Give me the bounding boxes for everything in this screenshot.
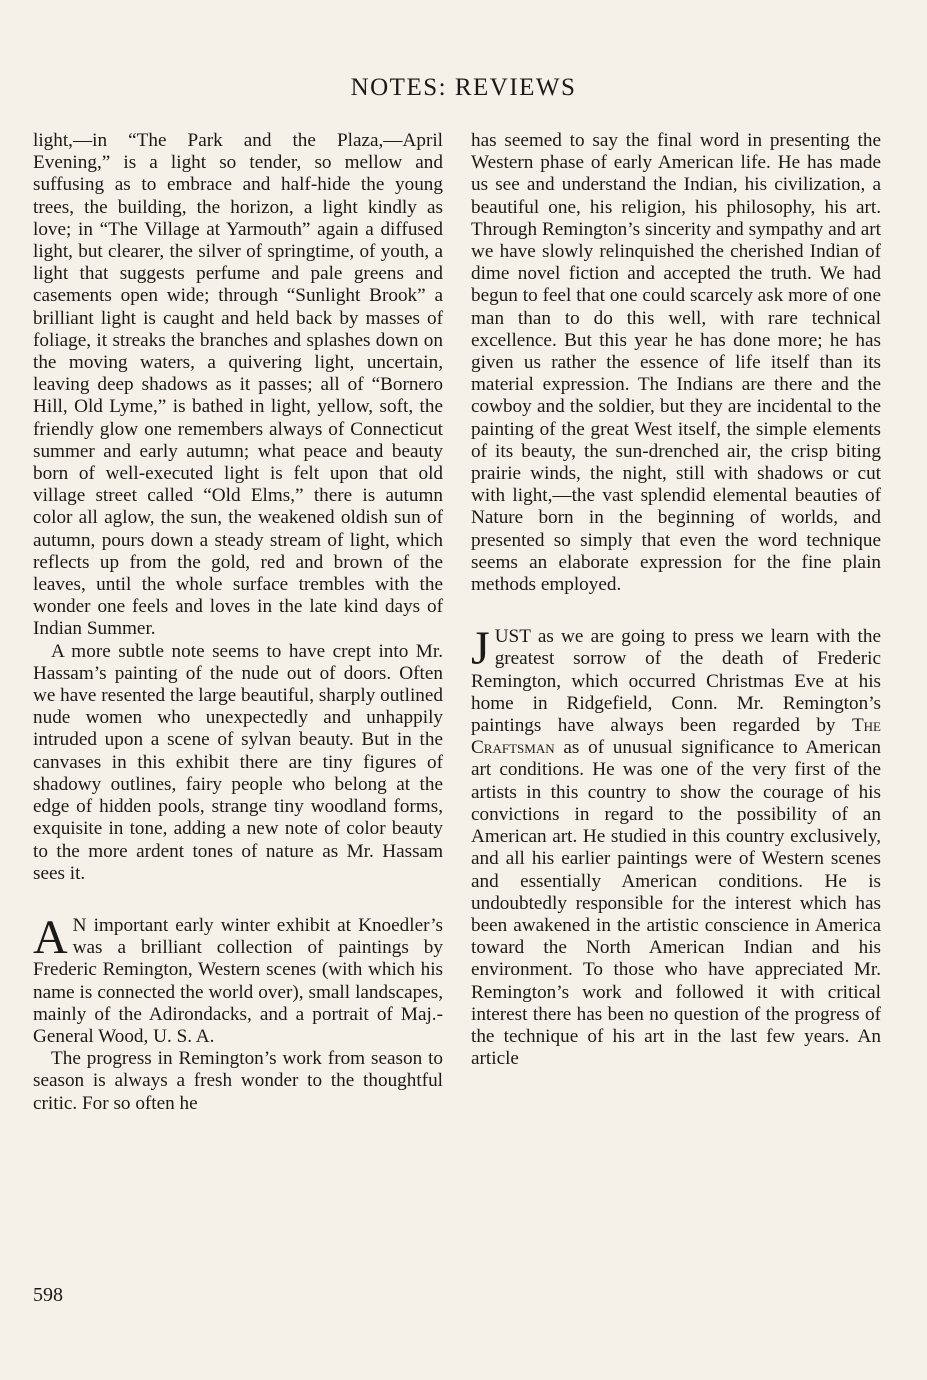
paragraph-text: N important early winter exhibit at Knoedler’s was a brilliant collection of paintings by Frederic Remington, Western scenes (with which his name is connected the world over), small landscapes, mainly of the Adirondacks, and a portrait of Maj.-General Wood, U. S. A. (33, 914, 443, 1047)
paragraph-text: as of unusual significance to American art conditions. He was one of the very first of the artists in this country to show the courage of his convictions in regard to the possibility of an American art. He studied in this country exclusively, and all his earlier paintings were of Western scenes and essentially American conditions. He is undoubtedly responsible for the interest which has been awakened in the artistic conscience in America toward the North American Indian and his environment. To those who have appreciated Mr. Remington’s work and followed it with critical interest there has been no question of the progress of the technique of his art in the last few years. An article (471, 737, 881, 1070)
paragraph-hassam-nude: A more subtle note seems to have crept into Mr. Hassam’s painting of the nude out of doors. Often we have resented the large beautiful, sharply outlined nude women who unexpectedly and unhappily intruded upon a scene of sylvan beauty. But in the canvases in this exhibit there are tiny figures of shadowy outlines, fairy people who belong at the edge of hidden pools, strange tiny woodland forms, exquisite in tone, adding a new note of color beauty to the more ardent tones of nature as Mr. Hassam sees it. (33, 640, 443, 884)
page-number: 598 (33, 1284, 63, 1306)
drop-cap: A (33, 910, 68, 964)
paragraph-western-phase: has seemed to say the final word in presenting the Western phase of early American life. He has made us see and understand the Indian, his civilization, a beautiful one, his religion, his philosophy, his art. Through Remington’s sincerity and sympathy and art we have slowly relinquished the cherished Indian of dime novel fiction and accepted the truth. We had begun to feel that one could scarcely ask more of one man than to do this well, with rare technical excellence. But this year he has done more; he has given us rather the essence of life itself than its material expression. The Indians are there and the cowboy and the soldier, but they are incidental to the painting of the great West itself, the simple elements of its beauty, the sun-drenched air, the crisp biting prairie winds, the night, still with shadows or cut with light,—the vast splendid elemental beauties of Nature born in the beginning of worlds, and presented so simply that even the word technique seems an elaborate expression for the fine plain methods employed. (471, 130, 881, 596)
page-title: NOTES: REVIEWS (350, 74, 577, 101)
paragraph-text: UST as we are going to press we learn with the greatest sorrow of the death of Frederic Remington, which occurred Christmas Eve at his home in Ridgefield, Conn. Mr. Remington’s paintings have always been regarded by (471, 626, 881, 737)
paragraph-light: light,—in “The Park and the Plaza,—April Evening,” is a light so tender, so mellow and suffusing as to embrace and half-hide the young trees, the building, the horizon, a light kindly as love; in “The Village at Yarmouth” again a diffused light, but clearer, the silver of springtime, of youth, a light that suggests perfume and pale greens and casements open wide; through “Sunlight Brook” a brilliant light is caught and held back by masses of foliage, it streaks the branches and splashes down on the moving waters, a quivering light, uncertain, leaving deep shadows as it passes; all of “Bornero Hill, Old Lyme,” is bathed in light, yellow, soft, the friendly glow one remembers always of Connecticut summer and early autumn; what peace and beauty born of well-executed light is felt upon that old village street called “Old Elms,” there is autumn color all aglow, the sun, the weakened oldish sun of autumn, pours down a steady stream of light, which reflects up from the gold, red and brown of the leaves, until the whole surface trembles with the wonder one feels and loves in the late kind days of Indian Summer. (33, 130, 443, 640)
paragraph-remington-death (471, 622, 882, 1070)
drop-cap: J (471, 622, 490, 676)
left-column (33, 130, 443, 1115)
paragraph-knoedler-exhibit (33, 910, 443, 1048)
magazine-name: The Craftsman (471, 715, 882, 759)
paragraph-remington-progress: The progress in Remington’s work from season to season is always a fresh wonder to the thoughtful critic. For so often he (33, 1048, 443, 1114)
right-column (471, 130, 881, 1070)
